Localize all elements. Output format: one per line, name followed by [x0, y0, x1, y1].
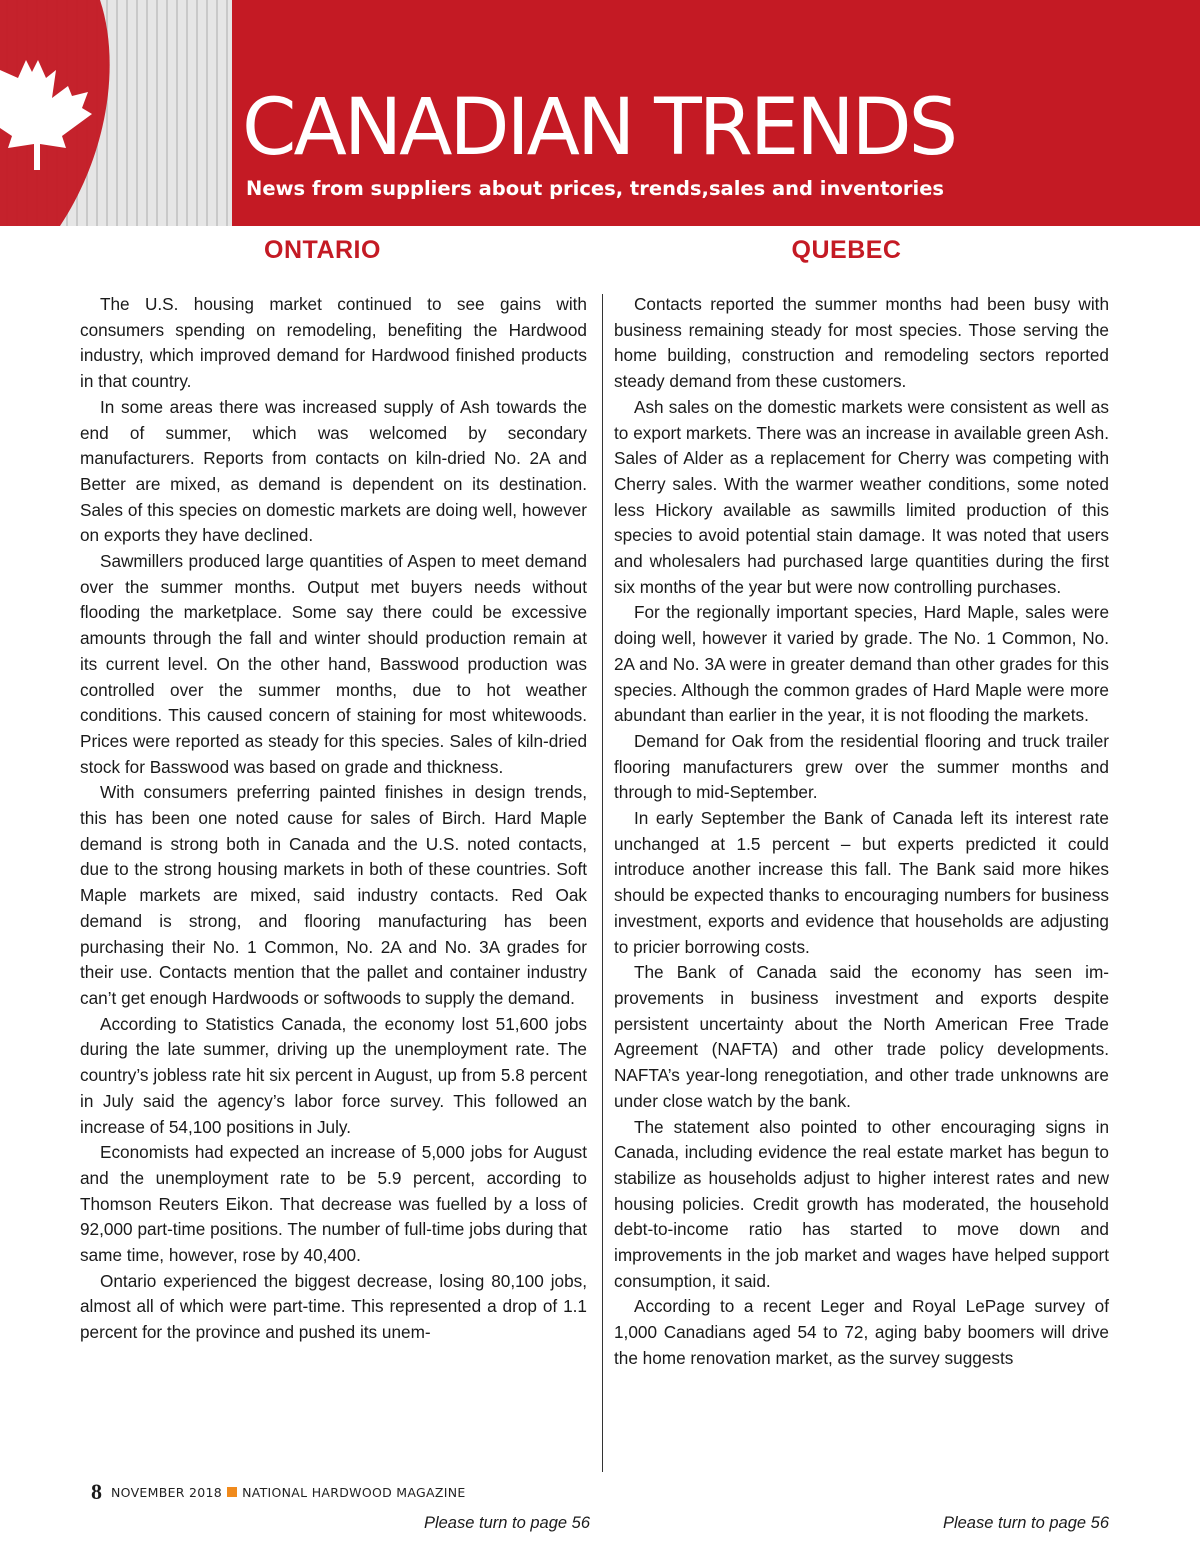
section-heading-quebec: QUEBEC: [791, 236, 902, 264]
quebec-paragraph: The statement also pointed to other encouraging signs in Canada, including evidence the real estate market has begun to stabilize as households adjust to higher interest rates and new housing policies. Credit growth has moderated, the household debt-to-income ratio has started to move down and improvements in the job market and wages have helped support consumption, it said.: [614, 1116, 1109, 1291]
header-banner: [0, 0, 1200, 226]
page-number: 8: [91, 1479, 102, 1504]
ontario-paragraph: According to Statistics Canada, the economy lost 51,600 jobs during the late summer, driving up the unemployment rate. The country’s jobless rate hit six percent in August, up from 5.8 percent in July said the agency’s labor force survey. This followed an increase of 54,100 positions in July.: [80, 1013, 587, 1137]
page-subtitle: News from suppliers about prices, trends,sales and inventories: [246, 177, 945, 200]
column-divider: [602, 294, 603, 1472]
quebec-continued-link[interactable]: Please turn to page 56: [942, 1514, 1109, 1532]
issue-date: NOVEMBER 2018: [111, 1484, 223, 1500]
ontario-paragraph: Economists had expected an increase of 5,000 jobs for August and the unemployment rate to be 5.9 percent, according to Thomson Reuters Eikon. That decrease was fuelled by a loss of 92,000 part-time positions. The number of full-time jobs during that same time, however, rose by 40,400.: [80, 1142, 587, 1266]
quebec-paragraph: Ash sales on the domestic markets were consistent as well as to export markets. There was an increase in available green Ash. Sales of Alder as a replacement for Cherry was competing with Cherry sales. With the warmer weather conditions, some noted less Hickory available as sawmills limited production of this species to avoid potential stain damage. It was noted that users and wholesalers had purchased large quantities during the first six months of the year but were now controlling purchases.: [614, 396, 1109, 597]
canadian-flag-graphic: [0, 0, 232, 226]
quebec-paragraph: Demand for Oak from the residential flooring and truck trailer flooring manufacturers grew over the summer months and through to mid-September.: [614, 730, 1109, 803]
quebec-paragraph: Contacts reported the summer months had been busy with business remaining steady for most species. Those serving the home building, construction and remodeling sectors reported steady demand from these customers.: [614, 294, 1109, 392]
ontario-paragraph: In some areas there was increased supply of Ash towards the end of summer, which was welcomed by secondary manufacturers. Reports from contacts on kiln-dried No. 2A and Better are mixed, as demand is dependent on its destination. Sales of this species on domestic markets are doing well, however on exports they have declined.: [80, 396, 587, 546]
quebec-paragraph: For the regionally important species, Hard Maple, sales were doing well, however it varied by grade. The No. 1 Common, No. 2A and No. 3A were in greater demand than other grades for this species. Although the common grades of Hard Maple were more abundant than earlier in the year, it is not flooding the markets.: [614, 602, 1109, 726]
quebec-paragraph: The Bank of Canada said the economy has seen improvements in business investment and exports despite persistent uncertainty about the North American Free Trade Agreement (NAFTA) and other trade policy developments. NAFTA’s year-long renegotiation, and other trade unknowns are under close watch by the bank.: [614, 962, 1109, 1111]
quebec-paragraph: According to a recent Leger and Royal LePage survey of 1,000 Canadians aged 54 to 72, aging baby boomers will drive the home renovation market, as the survey suggests: [614, 1296, 1109, 1368]
publication-name: NATIONAL HARDWOOD MAGAZINE: [242, 1484, 466, 1500]
section-heading-ontario: ONTARIO: [264, 236, 381, 264]
ontario-paragraph: The U.S. housing market continued to see gains with consumers spending on remodeling, benefiting the Hardwood industry, which improved demand for Hardwood finished products in that country.: [80, 294, 587, 392]
ontario-continued-link[interactable]: Please turn to page 56: [423, 1514, 590, 1532]
ontario-paragraph: With consumers preferring painted finishes in design trends, this has been one noted cause for sales of Birch. Hard Maple demand is strong both in Canada and the U.S. noted contacts, due to the strong housing markets in both of these countries. Soft Maple markets are mixed, said industry contacts. Red Oak demand is strong, and flooring manufacturing has been purchasing their No. 1 Common, No. 2A and No. 3A grades for their use. Contacts mention that the pallet and container industry can’t get enough Hardwoods or softwoods to supply the demand.: [80, 782, 587, 1008]
page-footer: [91, 1481, 466, 1503]
separator-square-icon: [227, 1487, 237, 1497]
ontario-paragraph: Ontario experienced the biggest decrease, losing 80,100 jobs, almost all of which were part-time. This represented a drop of 1.1 percent for the province and pushed its unem-: [80, 1270, 587, 1343]
quebec-paragraph: In early September the Bank of Canada left its interest rate unchanged at 1.5 percent – but experts predicted it could introduce another increase this fall. The Bank said more hikes should be expected thanks to encouraging numbers for business investment, exports and evidence that households are adjusting to pricier borrowing costs.: [614, 808, 1109, 957]
quebec-column: [614, 292, 1109, 1372]
ontario-column: [80, 292, 587, 1346]
page-title: CANADIAN TRENDS: [242, 83, 956, 173]
ontario-paragraph: Sawmillers produced large quantities of Aspen to meet demand over the summer months. Output met buyers needs without flooding the marketplace. Some say there could be excessive amounts through the fall and winter should production remain at its current level. On the other hand, Basswood production was controlled over the summer months, due to hot weather conditions. This caused concern of staining for most whitewoods. Prices were reported as steady for this species. Sales of kiln-dried stock for Basswood was based on grade and thickness.: [80, 551, 587, 777]
